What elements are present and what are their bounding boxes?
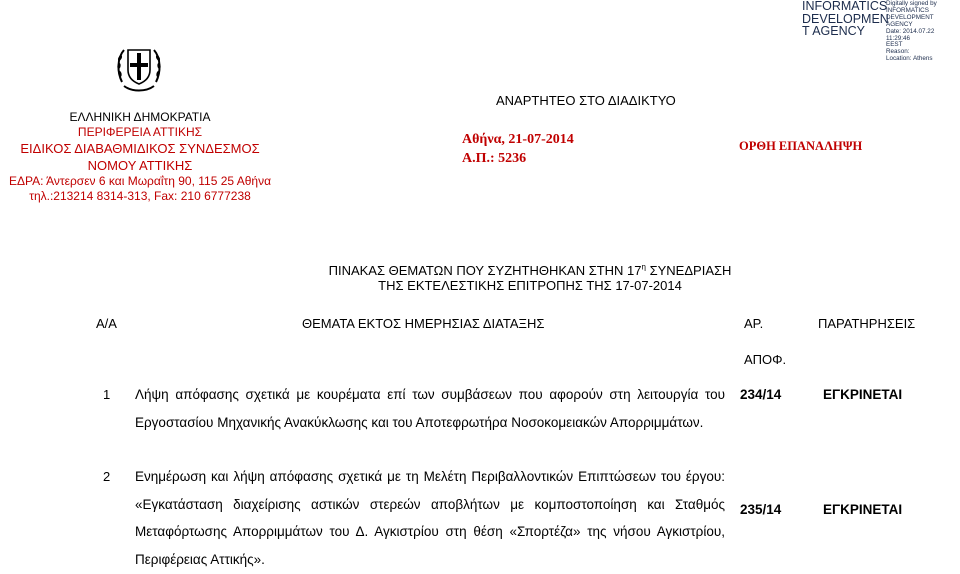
status-approved: ΕΓΚΡΙΝΕΤΑΙ [823, 387, 903, 402]
correct-repeat-label: ΟΡΘΗ ΕΠΑΝΑΛΗΨΗ [739, 139, 863, 153]
decision-number: 234/14 [740, 387, 782, 402]
org-country: ΕΛΛΗΝΙΚΗ ΔΗΜΟΚΡΑΤΙΑ [69, 110, 211, 124]
greek-coat-of-arms-icon [114, 42, 164, 96]
org-address: ΕΔΡΑ: Άντερσεν 6 και Μωραΐτη 90, 115 25 Αθήνα [8, 174, 272, 188]
posting-notice: ΑΝΑΡΤΗΤΕΟ ΣΤΟ ΔΙΑΔΙΚΤΥΟ [496, 93, 676, 108]
header-decision-number: ΑΡ. [744, 316, 764, 331]
decision-number: 235/14 [740, 502, 782, 517]
organization-header [0, 110, 280, 204]
signature-line: EEST [886, 41, 903, 49]
signature-line: Reason: [886, 48, 910, 56]
row-number: 2 [103, 469, 111, 484]
document-title [250, 263, 810, 293]
signature-line: Location: Athens [886, 55, 933, 63]
org-region: ΠΕΡΙΦΕΡΕΙΑ ΑΤΤΙΚΗΣ [77, 125, 203, 139]
signature-line: Date: 2014.07.22 11:29:46 [886, 27, 935, 42]
header-decision-label: ΑΠΟΦ. [744, 352, 787, 367]
signature-line: INFORMATICS [886, 6, 929, 14]
org-phone: τηλ.:213214 8314-313, Fax: 210 6777238 [29, 189, 251, 203]
protocol-number: Α.Π.: 5236 [462, 151, 527, 166]
signer-name: INFORMATICS DEVELOPMEN T AGENCY [802, 0, 889, 38]
org-prefecture: ΝΟΜΟΥ ΑΤΤΙΚΗΣ [87, 158, 193, 173]
status-approved: ΕΓΚΡΙΝΕΤΑΙ [823, 502, 903, 517]
title-prefix: ΠΙΝΑΚΑΣ ΘΕΜΑΤΩΝ ΠΟΥ ΣΥΖΗΤΗΘΗΚΑΝ ΣΤΗΝ 17 [328, 263, 642, 278]
title-suffix: ΣΥΝΕΔΡΙΑΣΗ [645, 263, 732, 278]
header-number: Α/Α [96, 316, 117, 331]
row-subject: Λήψη απόφασης σχετικά με κουρέματα επί των συμβάσεων που αφορούν στη λειτουργία του Εργοστασίου Μηχανικής Ανακύκλωσης και του Αποτεφρωτήρα Νοσοκομειακών Απορριμμάτων. [135, 387, 725, 430]
title-ordinal: η [641, 262, 646, 272]
signature-line: Digitally signed by [886, 0, 937, 7]
document-date: Αθήνα, 21-07-2014 [462, 132, 574, 147]
org-name: ΕΙΔΙΚΟΣ ΔΙΑΒΑΘΜΙΔΙΚΟΣ ΣΥΝΔΕΣΜΟΣ [20, 141, 260, 156]
row-subject: Ενημέρωση και λήψη απόφασης σχετικά με τη Μελέτη Περιβαλλοντικών Επιπτώσεων του έργου: «Εγκατάσταση διαχείρισης αστικών στερεών αποβλήτων με κομποστοποίηση και Σταθμός Μεταφόρτωσης Απορριμμάτων του Δ. Αγκιστρίου στη θέση «Σπορτέζα» της νήσου Αγκιστρίου, Περιφέρειας Αττικής». [135, 469, 725, 567]
date-block [462, 130, 574, 168]
row-number: 1 [103, 387, 111, 402]
header-remarks: ΠΑΡΑΤΗΡΗΣΕΙΣ [818, 316, 916, 331]
header-subject: ΘΕΜΑΤΑ ΕΚΤΟΣ ΗΜΕΡΗΣΙΑΣ ΔΙΑΤΑΞΗΣ [302, 316, 545, 331]
signature-details [886, 1, 960, 63]
title-line-2: ΤΗΣ ΕΚΤΕΛΕΣΤΙΚΗΣ ΕΠΙΤΡΟΠΗΣ ΤΗΣ 17-07-2014 [378, 278, 682, 293]
signature-line: DEVELOPMENT AGENCY [886, 13, 934, 28]
title-line-1 [250, 263, 810, 278]
